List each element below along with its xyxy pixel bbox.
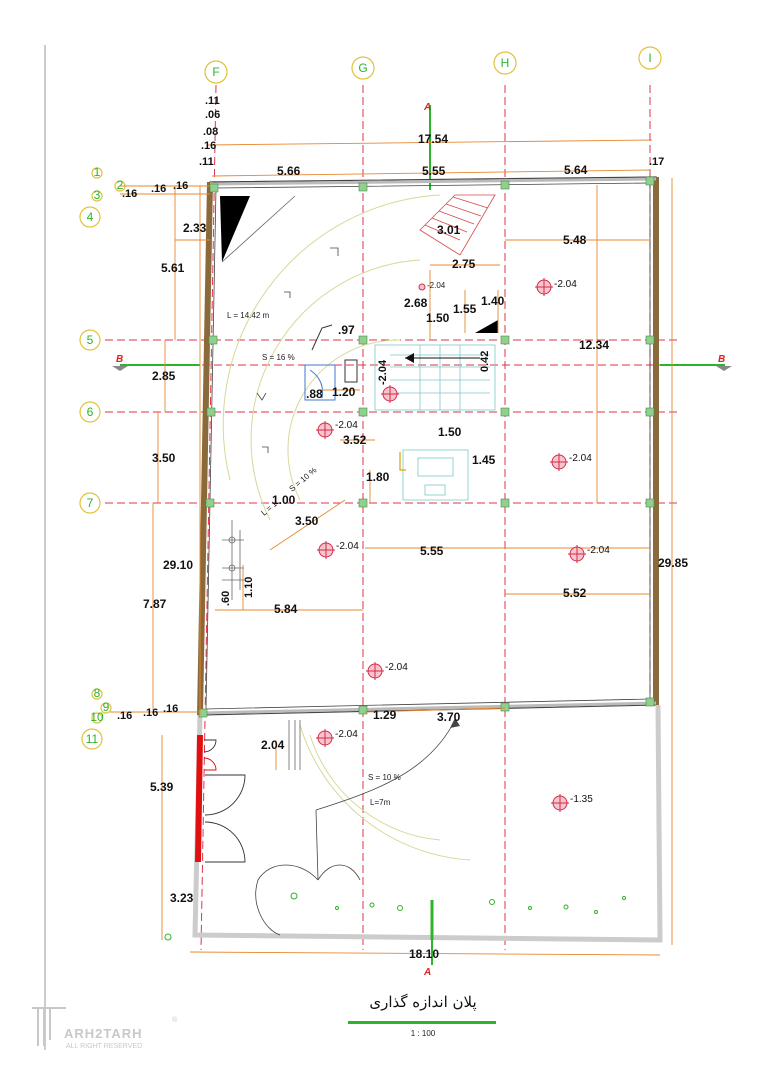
dim-ramp-97: .97	[338, 323, 355, 337]
dim-right-5-48: 5.48	[563, 233, 587, 247]
dim-stair-2-75: 2.75	[452, 257, 476, 271]
level-label-4: -2.04	[336, 541, 359, 552]
dim-ramp-3-50: 3.50	[295, 514, 319, 528]
brand-logo	[32, 1008, 178, 1050]
dim-left-7-87: 7.87	[143, 597, 167, 611]
building-outline	[195, 177, 660, 940]
dim-ramp-0-42: 0.42	[479, 350, 491, 372]
grid-label-1: 1	[93, 165, 101, 179]
grid-column-bubbles	[205, 47, 661, 83]
note-slope-a: S = 16 %	[262, 353, 295, 362]
logo-rights: ALL RIGHT RESERVED	[66, 1043, 143, 1050]
grid-label-7: 7	[86, 496, 94, 510]
dim-top-bay-3: 5.64	[564, 163, 588, 177]
level-label-1: -2.04	[554, 279, 577, 290]
dim-ramp-1-20: 1.20	[332, 385, 356, 399]
dim-stair-1-40: 1.40	[481, 294, 505, 308]
dim-ramp-3-52: 3.52	[343, 433, 367, 447]
section-mark-a-bottom: A	[424, 967, 432, 978]
section-mark-b-right: B	[718, 354, 726, 365]
dim-ramp-1-00: 1.00	[272, 493, 296, 507]
dim-overall-bottom: 18.10	[409, 947, 440, 961]
level-label-small: -2.04	[427, 281, 446, 290]
note-ramp-length-c: L=7m	[370, 798, 391, 807]
grid-label-6: 6	[86, 405, 94, 419]
hatch-triangle-top-left	[220, 196, 250, 262]
dim-right-29-85: 29.85	[658, 556, 689, 570]
dim-ramp-1-45: 1.45	[472, 453, 496, 467]
grid-label-G: G	[358, 61, 368, 75]
plan-scale: 1 : 100	[410, 1029, 436, 1038]
grid-label-2: 2	[116, 178, 124, 192]
dim-top-small-2: .06	[205, 109, 221, 121]
note-ramp-length-b: L = 1	[259, 499, 279, 518]
dim-ramp-1-50: 1.50	[438, 425, 462, 439]
section-arrow-b-left	[112, 366, 128, 371]
dim-left-3-50: 3.50	[152, 451, 176, 465]
dim-mid-5-84: 5.84	[274, 602, 298, 616]
dim-top-small-3: .08	[203, 126, 219, 138]
dim-bot-3-70: 3.70	[437, 710, 461, 724]
section-mark-a-top: A	[424, 102, 432, 113]
level-label-5: -2.04	[587, 545, 610, 556]
grid-label-9: 9	[102, 700, 110, 714]
grid-label-3: 3	[93, 188, 101, 202]
ramp-arcs	[223, 195, 470, 860]
dim-left-29-10: 29.10	[163, 558, 194, 572]
grid-label-I: I	[648, 51, 652, 65]
dim-bottom-left-offset-2: .16	[143, 707, 159, 719]
level-label-2: -2.04	[335, 420, 358, 431]
hatch-triangle-stair	[475, 320, 498, 333]
dim-bot-2-04: 2.04	[261, 738, 285, 752]
logo-registered-mark: ®	[172, 1017, 178, 1024]
note-slope-c: S = 10 %	[368, 773, 401, 782]
entrance-doors	[204, 740, 245, 862]
dim-top-bay-2: 5.55	[422, 164, 446, 178]
ramp-guides	[256, 248, 455, 935]
dim-bot-1-29: 1.29	[373, 708, 397, 722]
note-ramp-length-a: L = 14.42 m	[227, 311, 270, 320]
note-slope-b: S = 10 %	[287, 465, 319, 494]
dim-top-bay-1: 5.66	[277, 164, 301, 178]
dim-top-small-4: .16	[201, 140, 217, 152]
bollards	[222, 520, 300, 770]
section-mark-b-left: B	[116, 354, 124, 365]
dim-top-left-offset-3: .16	[122, 188, 138, 200]
level-label-3: -2.04	[569, 453, 592, 464]
grid-label-8: 8	[93, 686, 101, 700]
dim-left-2-85: 2.85	[152, 369, 176, 383]
dim-mid-5-52: 5.52	[563, 586, 587, 600]
dim-left-5-61: 5.61	[161, 261, 185, 275]
dim-top-left-offset-2: .16	[173, 180, 189, 192]
dim-left-5-39: 5.39	[150, 780, 174, 794]
dim-bottom-left-offset-1: .16	[117, 710, 133, 722]
grid-label-4: 4	[86, 210, 94, 224]
plan-caption: پلان اندازه گذاری	[369, 993, 477, 1011]
dim-mid-60: .60	[220, 590, 232, 606]
dim-ramp-88: .88	[306, 387, 323, 401]
dim-stair-1-55: 1.55	[453, 302, 477, 316]
grid-row-bubbles	[80, 168, 125, 749]
logo-name: ARH2TARH	[64, 1026, 143, 1041]
stair-core	[375, 345, 495, 500]
dim-top-small-5: .11	[199, 156, 214, 168]
grid-label-H: H	[500, 56, 510, 70]
dim-mid-5-55: 5.55	[420, 544, 444, 558]
dim-stair-1-50: 1.50	[426, 311, 450, 325]
level-label-6: -2.04	[385, 662, 408, 673]
level-label-8: -1.35	[570, 794, 593, 805]
dim-stair-3-01: 3.01	[437, 223, 461, 237]
dim-stair-2-68: 2.68	[404, 296, 428, 310]
grid-label-11: 11	[85, 732, 99, 746]
dim-ramp-1-80: 1.80	[366, 470, 390, 484]
dim-bottom-left-offset-3: .16	[163, 703, 179, 715]
grid-label-10: 10	[90, 710, 104, 724]
dim-top-small-1: .11	[205, 95, 220, 107]
grid-label-5: 5	[86, 333, 94, 347]
dim-top-left-offset-1: .16	[151, 183, 167, 195]
caption-underline	[348, 1021, 496, 1024]
dim-overall-top: 17.54	[418, 132, 449, 146]
grid-label-F: F	[212, 65, 220, 79]
dim-left-3-23: 3.23	[170, 891, 194, 905]
dim-right-offset: .17	[649, 156, 665, 168]
level-rotated: -2.04	[377, 359, 389, 385]
dim-right-12-34: 12.34	[579, 338, 610, 352]
section-arrow-b-right	[716, 366, 732, 371]
level-label-7: -2.04	[335, 729, 358, 740]
dim-mid-1-10: 1.10	[243, 576, 255, 598]
dim-left-2-33: 2.33	[183, 221, 207, 235]
